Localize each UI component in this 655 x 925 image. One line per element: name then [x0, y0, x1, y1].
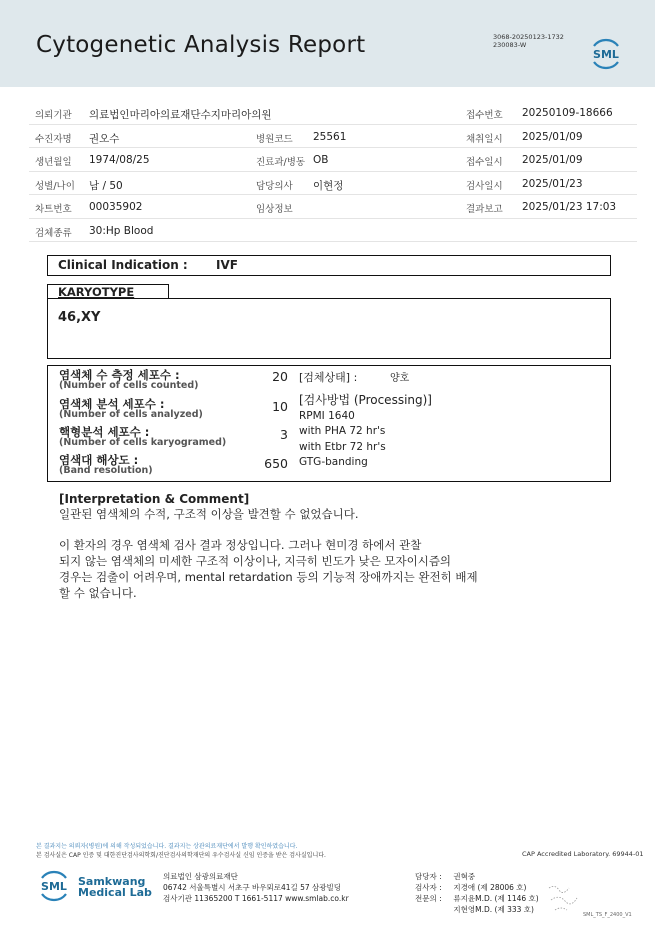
specimen-status-label: [검체상태] : [299, 371, 358, 384]
band-resolution [59, 454, 153, 476]
staff-3-label: 전문의 : [415, 894, 442, 903]
received-value: 2025/01/09 [522, 154, 583, 166]
name-value: 권오수 [89, 132, 120, 145]
staff-2-value: 지경애 (제 28006 호) [453, 883, 527, 892]
brand-line-2: Medical Lab [78, 886, 152, 899]
karyotype-label: KARYOTYPE [58, 285, 135, 299]
cells-analyzed-label-en: (Number of cells analyzed) [59, 409, 203, 420]
address-line-3: 검사기관 11365200 T 1661-5117 www.smlab.co.kr [163, 894, 349, 903]
chart-no-label: 차트번호 [35, 204, 72, 215]
clinical-indication-value: IVF [216, 258, 238, 272]
dept-label: 진료과/병동 [256, 157, 306, 168]
processing-method-1: RPMI 1640 [299, 409, 355, 422]
cells-counted-value: 20 [272, 369, 288, 384]
collected-label: 채취일시 [466, 133, 503, 145]
report-title: Cytogenetic Analysis Report [36, 32, 366, 58]
processing-method-4: GTG-banding [299, 456, 368, 468]
cell-analysis-box [47, 365, 611, 482]
info-row [29, 148, 637, 172]
reported-value: 2025/01/23 17:03 [522, 201, 617, 213]
karyotype-value: 46,XY [58, 310, 101, 325]
info-row [29, 172, 637, 196]
form-code: SML_TS_F_2400_V1 [583, 912, 632, 918]
doctor-label: 담당의사 [256, 180, 293, 192]
processing-method [299, 393, 432, 471]
logo-text: SML [593, 48, 619, 61]
receipt-no-value: 20250109-18666 [522, 107, 613, 119]
signature-icon [545, 880, 585, 914]
staff-row [415, 882, 539, 893]
dob-label: 생년월일 [35, 157, 72, 168]
chart-no-value: 00035902 [89, 201, 143, 213]
name-label: 수진자명 [35, 133, 72, 145]
specimen-status-value: 양호 [390, 373, 410, 384]
specimen-label: 검체종류 [35, 227, 72, 239]
footer-staff [415, 871, 539, 915]
interpretation-line-1: 일관된 염색체의 수적, 구조적 이상을 발견할 수 없었습니다. [59, 507, 359, 521]
staff-2-label: 검사자 : [415, 883, 442, 892]
cells-karyogramed [59, 426, 226, 448]
footer-logo-text: SML [41, 880, 67, 893]
interpretation-title: [Interpretation & Comment] [59, 492, 250, 506]
tested-label: 검사일시 [466, 180, 503, 192]
interpretation-line-5: 할 수 없습니다. [59, 586, 137, 600]
cells-karyogramed-label-en: (Number of cells karyogramed) [59, 437, 227, 448]
collected-value: 2025/01/09 [522, 130, 583, 143]
sml-footer-logo-icon [36, 868, 72, 904]
cap-accreditation: CAP Accredited Laboratory. 69944-01 [522, 850, 644, 858]
info-row [29, 125, 637, 149]
clinical-indication-box [47, 255, 611, 276]
info-row [29, 101, 637, 125]
patient-info-table [29, 101, 637, 242]
staff-row [415, 871, 539, 882]
tested-value: 2025/01/23 [522, 177, 583, 190]
document-id-1: 3068-20250123-1732 [493, 33, 564, 41]
cells-karyogramed-value: 3 [280, 427, 288, 442]
footer-note-2: 본 검사실은 CAP 인증 및 대한진단검사의학회/진단검사의학재단의 우수검사실 신임 인증을 받은 검사실입니다. [36, 852, 326, 859]
processing-method-3: with Etbr 72 hr's [299, 440, 386, 453]
report-header [0, 0, 655, 87]
cells-analyzed [59, 398, 203, 420]
institution-label: 의뢰기관 [35, 110, 72, 121]
sml-logo-icon [588, 36, 624, 72]
band-resolution-value: 650 [264, 456, 288, 471]
staff-row [415, 893, 539, 904]
band-resolution-label-ko: 염색대 해상도 : [59, 453, 139, 467]
hospital-code-value: 25561 [313, 130, 347, 143]
interpretation-line-2: 이 환자의 경우 염색체 검사 결과 정상입니다. 그러나 현미경 하에서 관찰 [59, 538, 422, 552]
interpretation-section [59, 492, 529, 601]
staff-3-value: 류지윤M.D. (제 1146 호) [453, 894, 539, 903]
footer-address [163, 871, 349, 904]
footer-notes [36, 842, 486, 860]
brand-line-1: Samkwang [78, 875, 146, 888]
staff-row [415, 904, 539, 915]
clinical-indication-label: Clinical Indication : [58, 258, 188, 272]
footer-note-1: 본 결과지는 의뢰자(병원)에 의해 작성되었습니다. 결과지는 상관의료재단에서 발행 확인하였습니다. [36, 843, 298, 850]
dob-value: 1974/08/25 [89, 154, 150, 166]
document-ids [493, 33, 564, 49]
interpretation-line-4: 경우는 검출이 어려우며, mental retardation 등의 기능적 장애까지는 완전히 배제 [59, 570, 478, 584]
footer-brand [78, 876, 152, 898]
receipt-no-label: 접수번호 [466, 110, 503, 121]
staff-1-value: 권혁중 [453, 872, 476, 881]
dept-value: OB [313, 154, 329, 166]
address-line-2: 06742 서울특별시 서초구 바우뫼로41길 57 삼광빌딩 [163, 883, 342, 892]
karyotype-tab [47, 284, 169, 298]
cells-counted-label-ko: 염색체 수 측정 세포수 : [59, 368, 180, 382]
hospital-code-label: 병원코드 [256, 133, 293, 145]
received-label: 접수일시 [466, 157, 503, 168]
info-row [29, 195, 637, 219]
document-id-2: 230083-W [493, 41, 527, 49]
cells-counted [59, 369, 199, 391]
address-line-1: 의료법인 삼광의료재단 [163, 872, 238, 881]
processing-method-2: with PHA 72 hr's [299, 425, 386, 437]
band-resolution-label-en: (Band resolution) [59, 465, 153, 476]
cells-karyogramed-label-ko: 핵형분석 세포수 : [59, 425, 150, 439]
sex-age-label: 성별/나이 [35, 180, 75, 192]
clinical-info-label: 임상정보 [256, 204, 293, 215]
cells-analyzed-label-ko: 염색체 분석 세포수 : [59, 397, 165, 411]
staff-1-label: 담당자 : [415, 872, 442, 881]
sex-age-value: 남 / 50 [89, 179, 123, 192]
cells-counted-label-en: (Number of cells counted) [59, 380, 199, 391]
reported-label: 결과보고 [466, 204, 503, 215]
karyotype-box [47, 298, 611, 359]
interpretation-line-3: 되지 않는 염색체의 미세한 구조적 이상이나, 지극히 빈도가 낮은 모자이시즘의 [59, 554, 452, 568]
processing-method-label: [검사방법 (Processing)] [299, 393, 432, 407]
doctor-value: 이현정 [313, 179, 344, 192]
specimen-value: 30:Hp Blood [89, 224, 154, 237]
cells-analyzed-value: 10 [272, 399, 288, 414]
info-row [29, 219, 637, 243]
institution-value: 의료법인마리아의료재단수지마리아의원 [89, 109, 272, 121]
staff-4-value: 지현영M.D. (제 333 호) [453, 905, 534, 914]
